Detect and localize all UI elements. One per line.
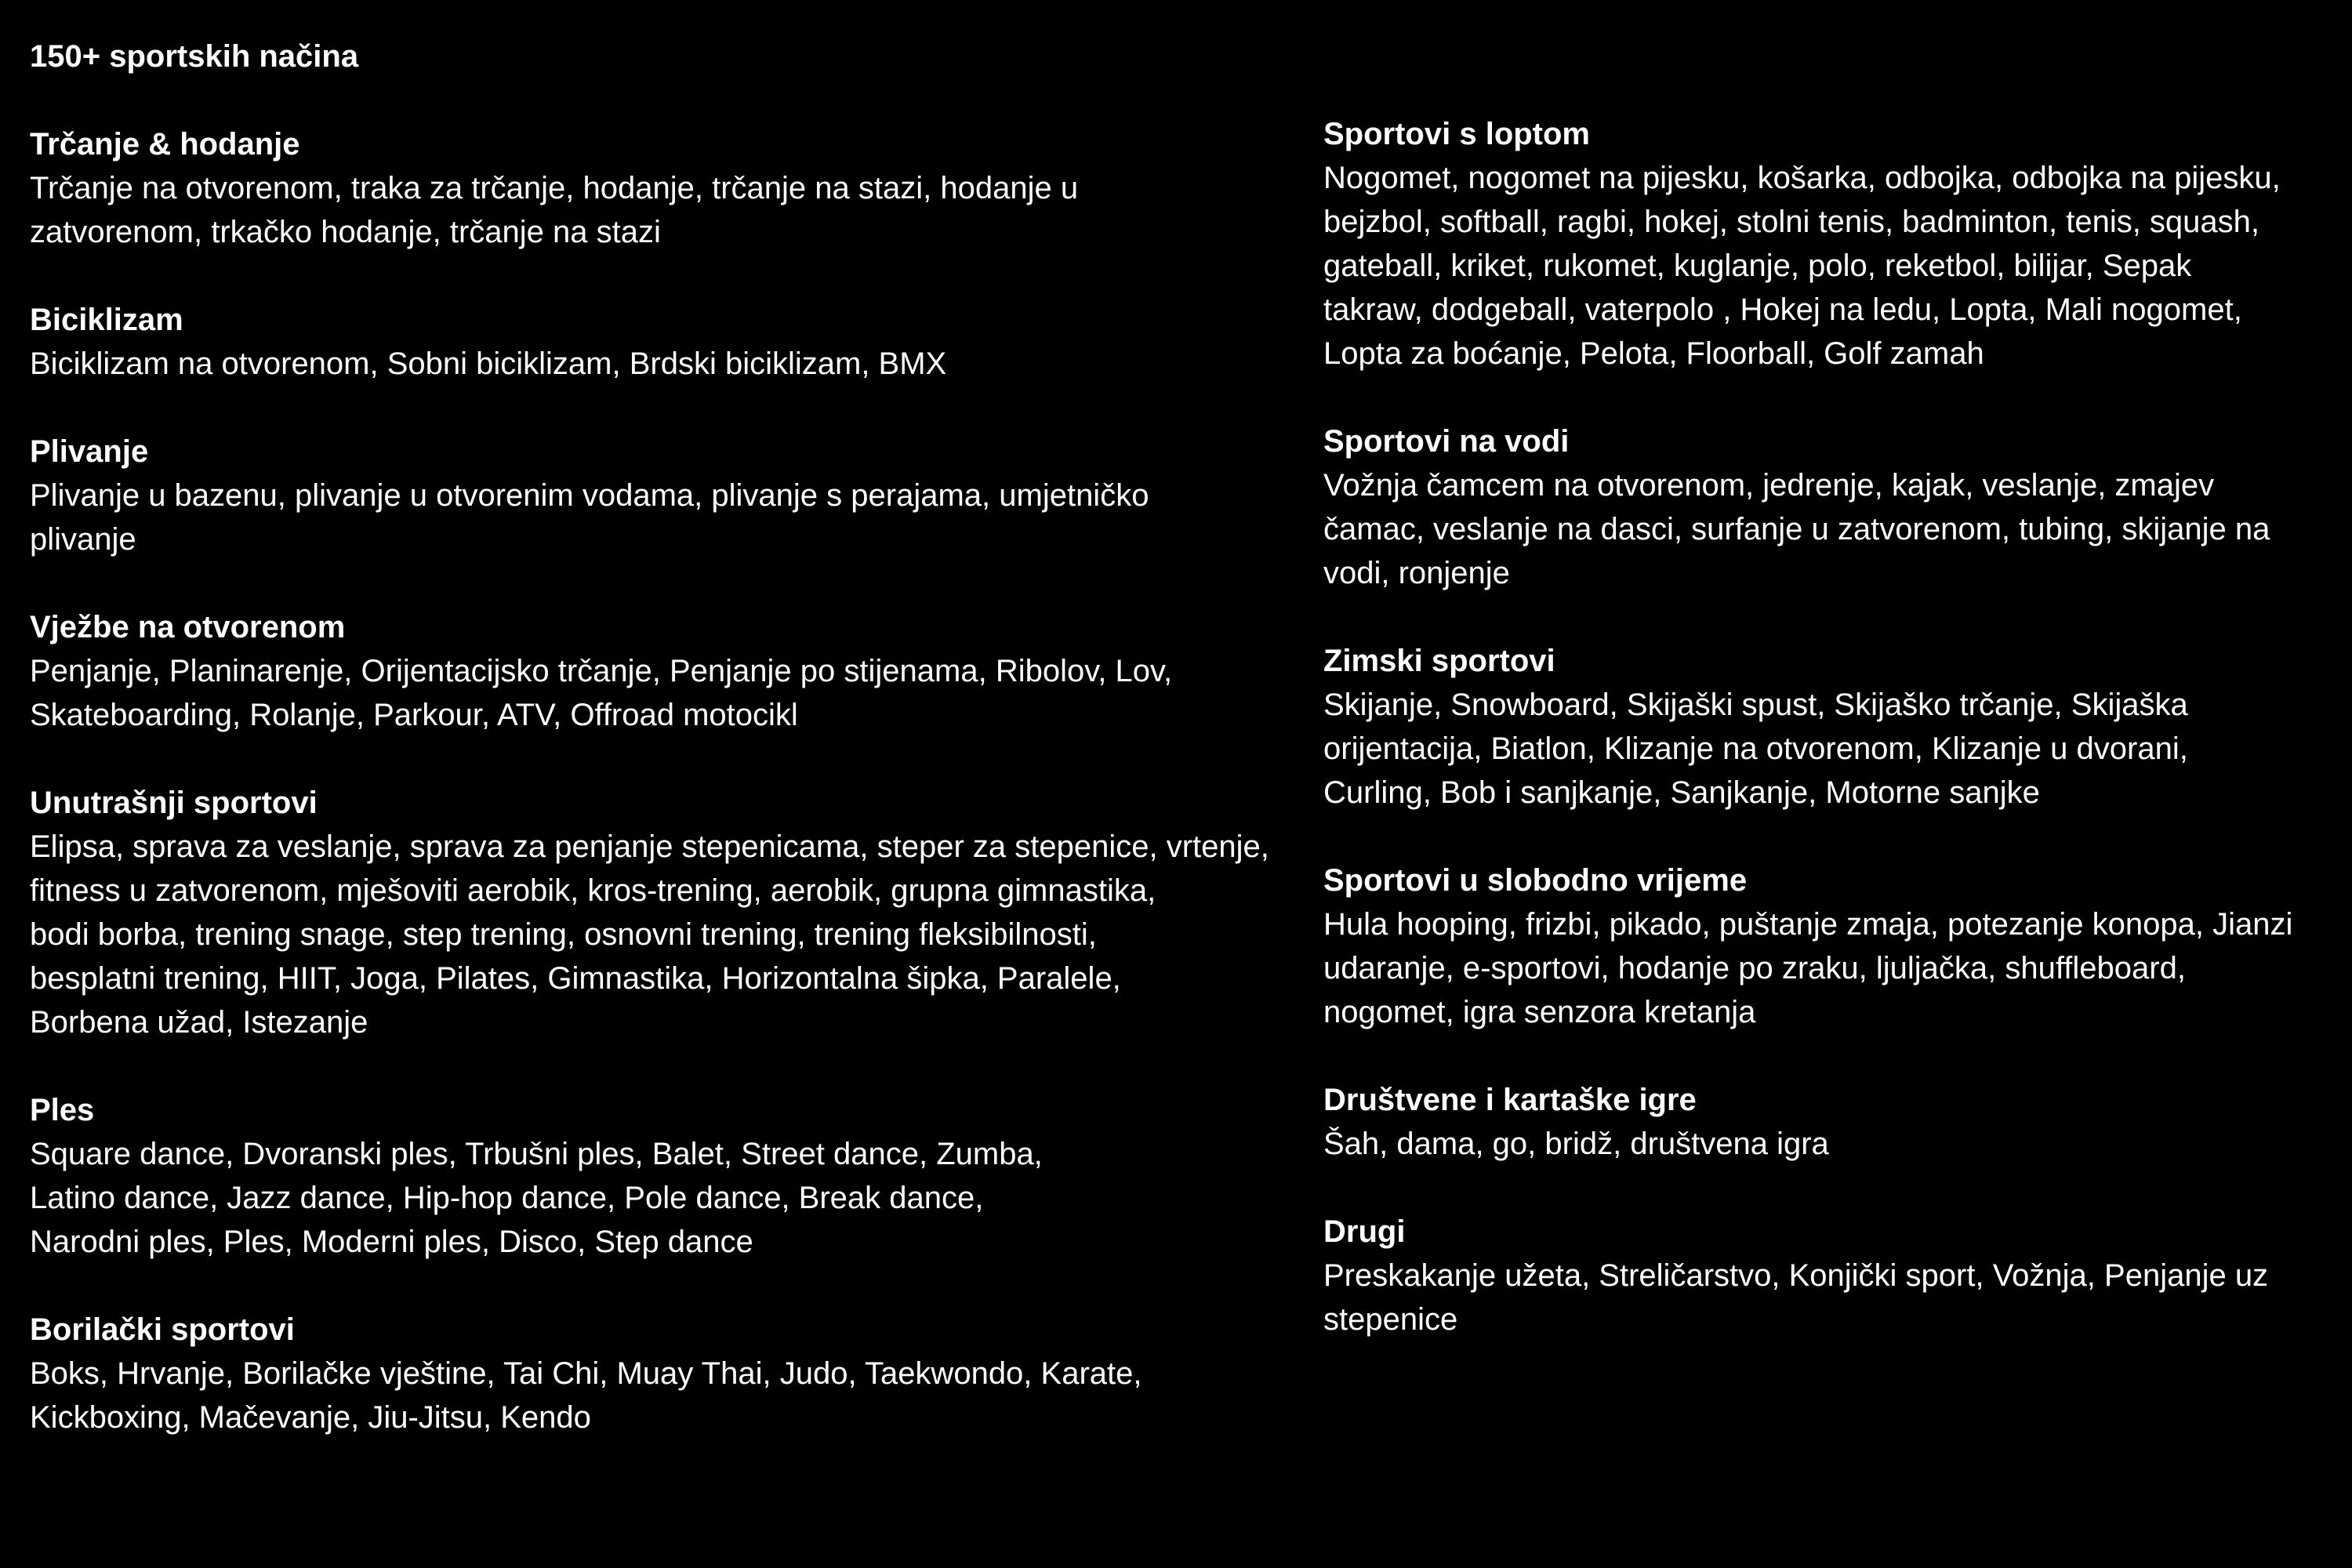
section-title: Ples: [30, 1093, 95, 1127]
section-items: Trčanje na otvorenom, traka za trčanje, hodanje, trčanje na stazi, hodanje u zatvorenom, trkačko hodanje, trčanje na stazi: [30, 171, 1079, 249]
section-items: Square dance, Dvoranski ples, Trbušni ples, Balet, Street dance, Zumba, Latino dance, Jazz dance, Hip-hop dance, Pole dance, Break dance, Narodni ples, Ples, Moderni ples, Disco, Step dance: [30, 1137, 1043, 1259]
section-outdoor-exercise: [30, 605, 1316, 737]
section-ball-sports: [1323, 112, 2343, 376]
section-items: Hula hooping, frizbi, pikado, puštanje zmaja, potezanje konopa, Jianzi udaranje, e-sportovi, hodanje po zraku, ljuljačka, shuffleboard, nogomet, igra senzora kretanja: [1323, 907, 2293, 1029]
section-items: Vožnja čamcem na otvorenom, jedrenje, kajak, veslanje, zmajev čamac, veslanje na dasci, surfanje u zatvorenom, tubing, skijanje na vodi, ronjenje: [1323, 468, 2270, 590]
section-other: [1323, 1210, 2343, 1341]
section-winter-sports: [1323, 639, 2343, 815]
section-martial-arts: [30, 1308, 1316, 1439]
section-title: Borilački sportovi: [30, 1312, 295, 1347]
section-items: Šah, dama, go, bridž, društvena igra: [1323, 1127, 1829, 1161]
section-title: Sportovi u slobodno vrijeme: [1323, 863, 1748, 898]
page-title: 150+ sportskih načina: [30, 39, 359, 74]
section-swimming: [30, 430, 1316, 561]
section-title: Vježbe na otvorenom: [30, 610, 346, 644]
right-column: [1323, 112, 2343, 1385]
section-items: Preskakanje užeta, Streličarstvo, Konjički sport, Vožnja, Penjanje uz stepenice: [1323, 1258, 2269, 1337]
section-items: Boks, Hrvanje, Borilačke vještine, Tai Chi, Muay Thai, Judo, Taekwondo, Karate, Kickboxing, Mačevanje, Jiu-Jitsu, Kendo: [30, 1356, 1142, 1435]
section-items: Elipsa, sprava za veslanje, sprava za penjanje stepenicama, steper za stepenice, vrtenje, fitness u zatvorenom, mješoviti aerobik, kros-trening, aerobik, grupna gimnastika, bodi borba, trening snage, step trening, osnovni trening, trening fleksibilnosti, besplatni trening, HIIT, Joga, Pilates, Gimnastika, Horizontalna šipka, Paralele, Borbena užad, Istezanje: [30, 829, 1269, 1040]
left-column: [30, 122, 1316, 1483]
section-water-sports: [1323, 419, 2343, 595]
section-title: Biciklizam: [30, 303, 183, 337]
section-items: Biciklizam na otvorenom, Sobni biciklizam, Brdski biciklizam, BMX: [30, 347, 947, 381]
section-title: Trčanje & hodanje: [30, 127, 300, 162]
section-leisure-sports: [1323, 858, 2343, 1034]
section-items: Skijanje, Snowboard, Skijaški spust, Skijaško trčanje, Skijaška orijentacija, Biatlon, Klizanje na otvorenom, Klizanje u dvorani, Curling, Bob i sanjkanje, Sanjkanje, Motorne sanjke: [1323, 688, 2188, 810]
section-running-walking: [30, 122, 1316, 254]
section-items: Plivanje u bazenu, plivanje u otvorenim vodama, plivanje s perajama, umjetničko plivanje: [30, 478, 1149, 557]
section-cycling: [30, 298, 1316, 386]
section-items: Penjanje, Planinarenje, Orijentacijsko trčanje, Penjanje po stijenama, Ribolov, Lov, Skateboarding, Rolanje, Parkour, ATV, Offroad motocikl: [30, 654, 1173, 732]
section-title: Plivanje: [30, 434, 149, 469]
section-title: Drugi: [1323, 1214, 1406, 1249]
section-dance: [30, 1088, 1316, 1264]
section-title: Sportovi s loptom: [1323, 117, 1590, 151]
section-indoor-sports: [30, 781, 1316, 1044]
section-board-card-games: [1323, 1078, 2343, 1166]
section-title: Sportovi na vodi: [1323, 424, 1570, 459]
section-title: Društvene i kartaške igre: [1323, 1083, 1697, 1117]
section-title: Zimski sportovi: [1323, 644, 1555, 678]
section-title: Unutrašnji sportovi: [30, 786, 318, 820]
section-items: Nogomet, nogomet na pijesku, košarka, odbojka, odbojka na pijesku, bejzbol, softball, ragbi, hokej, stolni tenis, badminton, tenis, squash, gateball, kriket, rukomet, kuglanje, polo, reketbol, bilijar, Sepak takraw, dodgeball, vaterpolo , Hokej na ledu, Lopta, Mali nogomet, Lopta za boćanje, Pelota, Floorball, Golf zamah: [1323, 161, 2281, 371]
